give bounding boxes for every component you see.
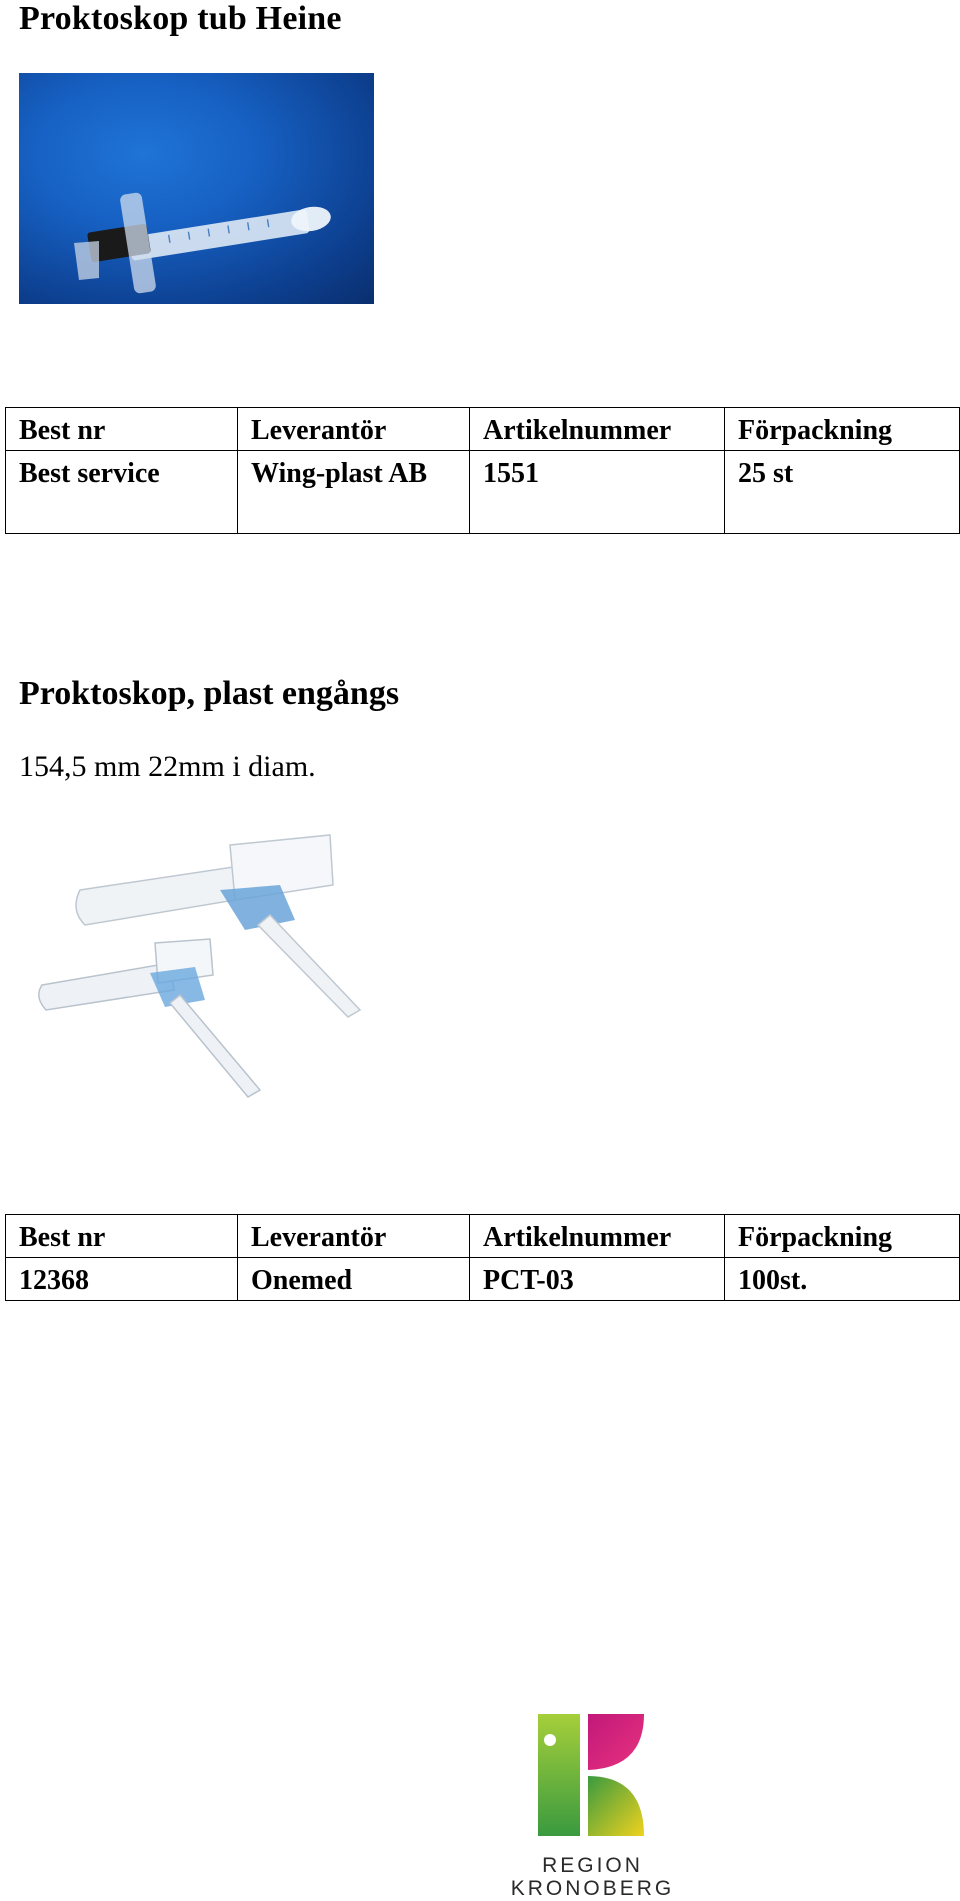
page-title: Proktoskop tub Heine [19, 0, 342, 37]
logo-text-kronoberg: KRONOBERG [510, 1877, 675, 1900]
header-forpackning: Förpackning [725, 1215, 960, 1258]
cell-artikelnummer: 1551 [470, 451, 725, 534]
product-photo-heine [19, 73, 374, 304]
table-row [6, 1258, 960, 1301]
logo-text-region: REGION [542, 1854, 643, 1877]
cell-best-nr: Best service [6, 451, 238, 534]
disposable-proctoscope-illustration [30, 825, 390, 1105]
spec-table-disposable [5, 1214, 960, 1301]
cell-leverantor: Wing-plast AB [238, 451, 470, 534]
header-best-nr: Best nr [6, 408, 238, 451]
cell-best-nr: 12368 [6, 1258, 238, 1301]
header-artikelnummer: Artikelnummer [470, 408, 725, 451]
header-artikelnummer: Artikelnummer [470, 1215, 725, 1258]
section-title: Proktoskop, plast engångs [19, 675, 400, 712]
cell-leverantor: Onemed [238, 1258, 470, 1301]
cell-forpackning: 25 st [725, 451, 960, 534]
table-header-row [6, 1215, 960, 1258]
product-photo-disposable [30, 825, 390, 1105]
header-leverantor: Leverantör [238, 408, 470, 451]
table-row [6, 451, 960, 534]
proctoscope-heine-illustration [19, 73, 374, 304]
header-best-nr: Best nr [6, 1215, 238, 1258]
header-leverantor: Leverantör [238, 1215, 470, 1258]
table-header-row [6, 408, 960, 451]
spec-table-heine [5, 407, 960, 534]
cell-forpackning: 100st. [725, 1258, 960, 1301]
logo-mark-icon [510, 1710, 675, 1840]
cell-artikelnummer: PCT-03 [470, 1258, 725, 1301]
product-description: 154,5 mm 22mm i diam. [19, 750, 316, 783]
header-forpackning: Förpackning [725, 408, 960, 451]
